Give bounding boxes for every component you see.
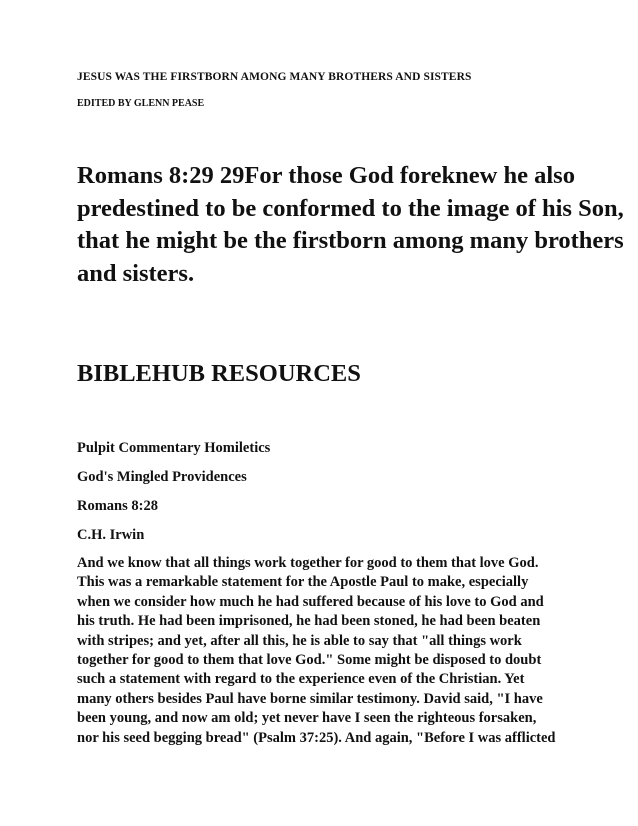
resource-author: C.H. Irwin	[77, 527, 145, 543]
scripture-verse	[77, 160, 624, 290]
resource-title: God's Mingled Providences	[77, 469, 247, 485]
body-line: And we know that all things work together for good to them that love God.	[77, 555, 539, 571]
body-line: such a statement with regard to the experience even of the Christian. Yet	[77, 671, 525, 688]
editor-credit: EDITED BY GLENN PEASE	[77, 98, 205, 109]
body-line: This was a remarkable statement for the Apostle Paul to make, especially	[77, 574, 529, 591]
body-line: been young, and now am old; yet never have I seen the righteous forsaken,	[77, 710, 537, 727]
body-line: his truth. He had been imprisoned, he had been stoned, he had been beaten	[77, 613, 541, 630]
verse-line: that he might be the firstborn among many brothers	[77, 227, 624, 254]
body-line: with stripes; and yet, after all this, he is able to say that "all things work	[77, 632, 522, 649]
resource-reference: Romans 8:28	[77, 498, 158, 514]
body-line: when we consider how much he had suffered because of his love to God and	[77, 593, 544, 610]
document-title: JESUS WAS THE FIRSTBORN AMONG MANY BROTHERS AND SISTERS	[77, 71, 472, 83]
verse-line: and sisters.	[77, 259, 195, 287]
section-heading: BIBLEHUB RESOURCES	[77, 360, 361, 387]
body-line: nor his seed begging bread" (Psalm 37:25). And again, "Before I was afflicted	[77, 729, 556, 746]
commentary-body	[77, 554, 567, 748]
body-line: many others besides Paul have borne similar testimony. David said, "I have	[77, 690, 543, 707]
verse-line: Romans 8:29 29For those God foreknew he also	[77, 162, 575, 189]
body-line: together for good to them that love God." Some might be disposed to doubt	[77, 652, 542, 669]
verse-line: predestined to be conformed to the image of his Son,	[77, 194, 624, 222]
resource-source: Pulpit Commentary Homiletics	[77, 440, 271, 456]
